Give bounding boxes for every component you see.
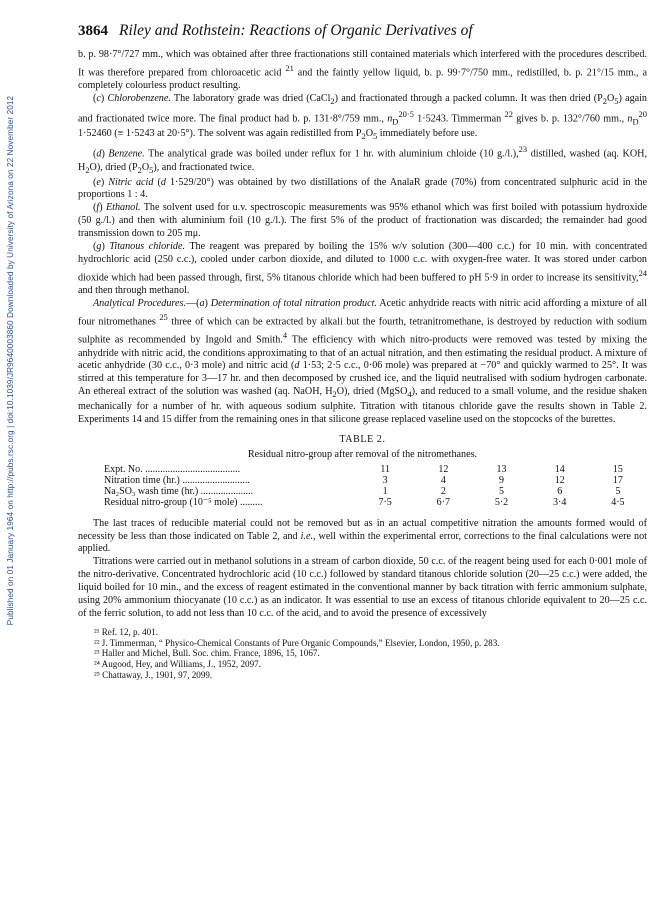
table-cell: 6 xyxy=(557,486,563,498)
table-row xyxy=(104,486,647,497)
page-number: 3864 xyxy=(78,23,108,39)
table-caption: Residual nitro-group after removal of the nitromethanes. xyxy=(247,448,478,460)
running-title: Riley and Rothstein: Reactions of Organic Derivatives of xyxy=(119,22,473,39)
paragraph-nitric-acid: (e) Nitric acid (d 1·529/20°) was obtained by two distillations of the AnalaR grade (70%) from concentrated sulphuric acid in the proportions 1 : 4. xyxy=(78,176,647,201)
footnote: ²⁴ Augood, Hey, and Williams, J., 1952, 2097. xyxy=(94,659,261,670)
table-2 xyxy=(78,434,647,509)
table-cell: 12 xyxy=(438,463,449,475)
table-row xyxy=(104,475,647,486)
table-cell: 11 xyxy=(380,463,390,475)
table-cell: 3 xyxy=(382,474,388,486)
table-row xyxy=(104,497,647,508)
residual-nitro-table xyxy=(104,464,647,509)
footnote: ²² J. Timmerman, “ Physico-Chemical Constants of Pure Organic Compounds,” Elsevier, London, 1950, p. 283. xyxy=(94,637,500,648)
table-cell: 4 xyxy=(440,474,446,486)
paragraph-continued: b. p. 98·7°/727 mm., which was obtained after three fractionations still contained materials which interfered with the procedures described. It was therefore prepared from chloroacetic acid $^{21}$ and the faintly yellow liquid, b. p. 99·7°/750 mm., redistilled, b. p. 21°/15 mm., a completely colourless product resulting. xyxy=(78,49,647,92)
table-cell: 7·5 xyxy=(378,497,392,509)
table-cell: 14 xyxy=(554,463,565,475)
paragraph-analytical-procedures: Analytical Procedures.—(a) Determination of total nitration product. Acetic anhydride reacts with nitric acid affording a mixture of all four nitromethanes $^{25}$ three of which can be extracted by alkali but the fourth, tetranitromethane, is destroyed by reduction with sodium sulphite as recommended by Ingold and Smith.$^4$ The efficiency with which nitro-products were removed was tested by mixing the anhydride with nitric acid, the conditions approximating to that of an actual nitration, and then estimating the residual product. A mixture of acetic anhydride (30 c.c., 0·3 mole) and nitric acid (d 1·53; 2·5 c.c., 0·06 mole) was prepared at −70° and quickly warmed to 25°. It was stirred at this temperature for 3—17 hr. and then decomposed by crushed ice, and the liquid neutralised with sodium hydrogen carbonate. An ethereal extract of the solution was washed (aq. NaOH, $H_2O$), dried (MgSO$_4$), and reduced to a small volume, and the residue shaken mechanically for a number of hr. with aqueous sodium sulphite. Titration with titanous chloride gave the results shown in Table 2. Experiments 14 and 15 differ from the remaining ones in that silicone grease replaced vaseline used on the stopcocks of the burettes. xyxy=(78,298,647,426)
paragraph-benzene: (d) Benzene. The analytical grade was boiled under reflux for 1 hr. with aluminium chloide (10 g./l.),$^{23}$ distilled, washed (aq. KOH, $H_2O$), dried $(P_2O_5)$, and fractionated twice. xyxy=(78,144,647,175)
paragraph-chlorobenzene: (c) Chlorobenzene. The laboratory grade was dried (CaCl$_2$) and fractionated through a packed column. It was then dried $(P_2O_5)$ again and fractionated twice more. The final product had b. p. 131·8°/759 mm., $n_D^{20\cdot 5}$ 1·5243. Timmerman $^{22}$ gives b. p. 132°/760 mm., $n_D^{20}$ 1·52460 (≡ 1·5243 at 20·5°). The solvent was again redistilled from $P_2O_5$ immediately before use. xyxy=(78,93,647,142)
table-cell: 13 xyxy=(496,463,507,475)
table-cell: 9 xyxy=(499,474,505,486)
table-cell: 6·7 xyxy=(436,497,450,509)
row-label: Residual nitro-group (10⁻⁵ mole) ......... xyxy=(104,497,263,509)
download-provenance-sidebar xyxy=(4,95,18,625)
row-label: Nitration time (hr.) ........................... xyxy=(104,474,250,486)
footnote: ²³ Haller and Michel, Bull. Soc. chim. France, 1896, 15, 1067. xyxy=(94,648,320,659)
paragraph-titrations: Titrations were carried out in methanol solutions in a stream of carbon dioxide, 50 c.c. of the reagent being used for each 0·001 mole of the nitro-derivative. Concentrated hydrochloric acid (10 c.c.) followed by standard titanous chloride solution (20—25 c.c.) were added, the liquid boiled for 10 min., and the excess of reagent estimated in the conventional manner by back titration with ferric ammonium sulphate, using 20% ammonium thiocyanate (10 c.c.) as an indicator. It was essential to use an excess of titanous chloride equivalent to 20—25 c.c. of the ferric solution, to add not less than 10 c.c. of the acid, and to avoid the presence of excessively xyxy=(78,556,647,619)
row-label: Na₂SO₃ wash time (hr.) ..................... xyxy=(104,486,254,498)
table-title: TABLE 2. xyxy=(339,433,386,445)
table-cell: 17 xyxy=(612,474,623,486)
journal-page xyxy=(78,22,647,681)
table-cell: 1 xyxy=(382,486,388,498)
footnotes xyxy=(94,627,647,681)
paragraph-titanous-chloride: (g) Titanous chloride. The reagent was prepared by boiling the 15% w/v solution (300—400 c.c.) for 10 min. with concentrated hydrochloric acid (250 c.c.), cooled under carbon dioxide, and diluted to 1000 c.c. with oxygen-free water. It was stored under carbon dioxide which had been passed through, first, 5% titanous chloride which had been buffered to pH 5·9 in order to increase its sensitivity,$^{24}$ and then through methanol. xyxy=(78,241,648,297)
table-cell: 4·5 xyxy=(611,497,625,509)
table-cell: 2 xyxy=(440,486,446,498)
footnote: ²⁵ Chattaway, J., 1901, 97, 2099. xyxy=(94,670,213,681)
table-cell: 3·4 xyxy=(553,497,567,509)
footnote: ²¹ Ref. 12, p. 401. xyxy=(94,626,159,637)
table-cell: 5·2 xyxy=(494,497,509,509)
table-cell: 15 xyxy=(612,463,623,475)
paragraph-ethanol: (f) Ethanol. The solvent used for u.v. spectroscopic measurements was 95% ethanol which was first boiled with potassium hydroxide (50 g./l.) and then with aluminium foil (10 g./l.). The first 5% of the product of fractionation was discarded; the remainder had good transmission down to 205 mμ. xyxy=(78,202,647,240)
download-provenance-text: Published on 01 January 1964 on http://pubs.rsc.org | doi:10.1039/JR9640003860 Downloaded by University of Arizona on 22 November 2012 xyxy=(6,95,16,625)
running-header xyxy=(78,22,647,40)
table-cell: 5 xyxy=(499,486,505,498)
article-body xyxy=(78,49,647,681)
table-cell: 12 xyxy=(554,474,565,486)
paragraph-last-traces: The last traces of reducible material could not be removed but as in an actual competitive nitration the amounts formed would of necessity be less than those indicated on Table 2, and i.e., well within the experimental error, corrections to the final calculations were not applied. xyxy=(78,517,647,555)
table-cell: 5 xyxy=(615,486,621,498)
table-row xyxy=(104,464,647,475)
row-label: Expt. No. ...................................... xyxy=(104,463,241,475)
